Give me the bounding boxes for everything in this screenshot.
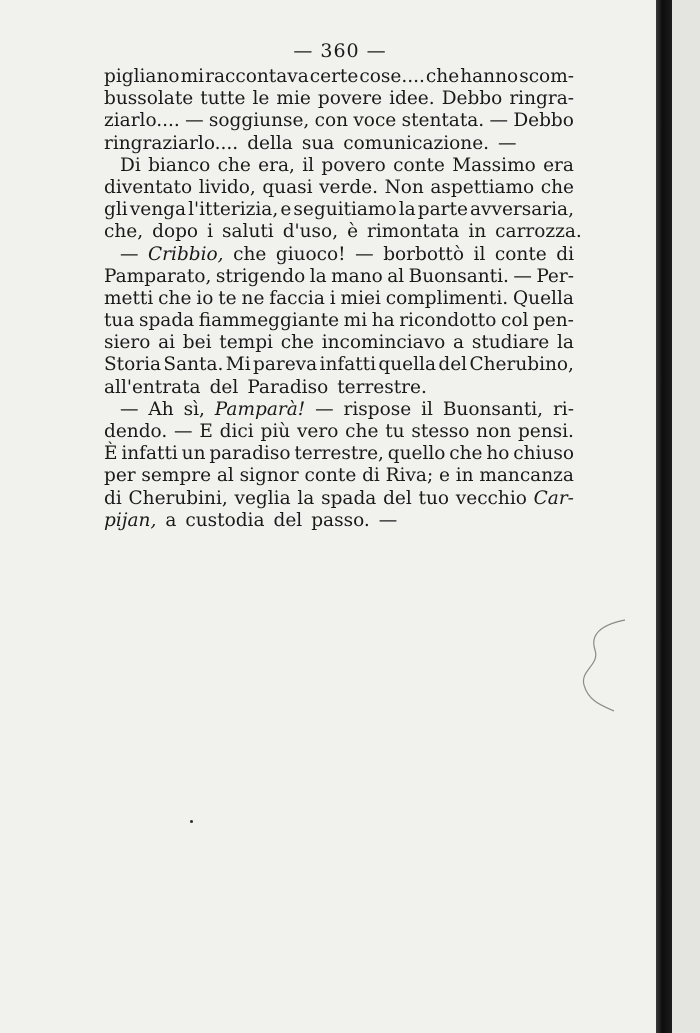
word: spada: [321, 487, 377, 509]
word: Mi: [225, 354, 251, 376]
word: Cribbio,: [148, 243, 224, 265]
word: la: [297, 487, 315, 509]
word: mancanza: [479, 465, 574, 487]
word: la: [309, 265, 327, 287]
word: che,: [104, 221, 144, 243]
word: faccia: [269, 287, 325, 309]
word: più: [260, 421, 291, 442]
word: le: [252, 88, 270, 110]
word: Storia: [104, 354, 162, 376]
word: Santa.: [163, 354, 224, 376]
word: che: [345, 421, 379, 442]
page-margin: [672, 0, 700, 1033]
word: te: [218, 287, 237, 309]
word: —: [513, 265, 532, 287]
book-binding-edge: [656, 0, 672, 1033]
word: Di: [120, 154, 141, 176]
word: del: [273, 509, 303, 531]
text-line: [104, 488, 574, 510]
word: col: [500, 310, 529, 332]
word: la: [398, 199, 416, 221]
word: quasi: [262, 176, 313, 198]
ink-speck: [190, 820, 193, 823]
word: diventato: [104, 176, 193, 198]
word: ai: [158, 332, 176, 354]
word: conte: [393, 154, 445, 176]
word: al: [216, 465, 234, 487]
word: studiare: [471, 332, 550, 354]
word: l'itterizia,: [188, 199, 279, 221]
word: metti: [104, 287, 154, 309]
text-line: [104, 332, 574, 354]
word: bei: [182, 332, 212, 354]
word: rispose: [343, 398, 412, 420]
text-line: [104, 110, 574, 132]
word: ziarlo....: [104, 110, 180, 132]
word: incominciavo: [321, 332, 446, 354]
word: la: [557, 332, 574, 354]
word: che: [158, 287, 192, 309]
word: miei: [340, 287, 381, 309]
word: complimenti.: [385, 287, 509, 309]
word: veglia: [234, 487, 291, 509]
word: ricondotto: [399, 310, 497, 332]
word: Buonsanti.: [408, 265, 509, 287]
word: soggiunse,: [208, 110, 310, 132]
text-line: [104, 443, 574, 465]
word: mie: [276, 88, 311, 110]
word: un: [181, 443, 206, 465]
text-line: [104, 421, 574, 443]
word: avversaria,: [470, 199, 574, 221]
word: che: [217, 154, 251, 176]
word: scom-: [519, 66, 574, 87]
word: che: [540, 176, 574, 198]
word: spada: [138, 310, 195, 332]
word: terrestre,: [294, 443, 384, 465]
word: siero: [104, 332, 151, 354]
word: del: [209, 376, 239, 398]
word: ringraziarlo....: [104, 132, 239, 154]
word: Pamparà!: [214, 398, 306, 420]
text-line: [104, 177, 574, 199]
word: tua: [104, 310, 135, 332]
word: Debbo: [513, 110, 574, 132]
word: in: [455, 465, 474, 487]
word: e: [438, 465, 450, 487]
text-line: [104, 88, 574, 110]
word: i: [329, 287, 336, 309]
word: dendo.: [104, 421, 168, 442]
word: Non: [384, 176, 424, 198]
word: saluti: [222, 221, 274, 243]
word: ri-: [552, 398, 574, 420]
word: non: [476, 421, 512, 442]
word: di: [104, 487, 122, 509]
text-line: [104, 66, 574, 88]
word: mi: [343, 310, 368, 332]
word: mano: [331, 265, 383, 287]
word: il: [302, 154, 315, 176]
word: comunicazione.: [343, 132, 490, 154]
word: terrestre.: [337, 376, 427, 398]
word: signor: [239, 465, 299, 487]
word: vecchio: [455, 487, 527, 509]
word: Ah: [148, 398, 174, 420]
word: Debbo: [441, 88, 503, 110]
word: per: [104, 465, 136, 487]
word: È: [104, 443, 118, 465]
word: voce: [353, 110, 397, 132]
word: carrozza.: [495, 221, 582, 243]
word: di: [556, 243, 574, 265]
text-line: [104, 133, 574, 155]
word: mi: [180, 66, 205, 87]
word: verde.: [319, 176, 379, 198]
word: bianco: [148, 154, 211, 176]
word: conte: [304, 465, 357, 487]
word: Quella: [513, 287, 574, 309]
word: che: [449, 443, 483, 465]
word: hanno: [460, 66, 519, 87]
word: il: [421, 398, 433, 420]
word: gli: [104, 199, 128, 221]
word: quella: [378, 354, 436, 376]
word: —: [489, 110, 508, 132]
word: che: [280, 332, 314, 354]
word: pijan,: [104, 509, 157, 531]
word: —: [355, 243, 374, 265]
word: quello: [387, 443, 446, 465]
word: pen-: [532, 310, 574, 332]
word: conte: [494, 243, 547, 265]
word: a: [165, 509, 177, 531]
text-line: [104, 199, 574, 221]
word: era,: [258, 154, 295, 176]
word: strigendo: [215, 265, 306, 287]
word: infatti: [121, 443, 178, 465]
word: povere: [317, 88, 383, 110]
text-line: [104, 266, 574, 288]
text-line: [104, 465, 574, 487]
word: al: [387, 265, 405, 287]
page-number: — 360 —: [293, 40, 387, 62]
word: di: [362, 465, 380, 487]
word: sempre: [141, 465, 212, 487]
word: pigliano: [104, 66, 180, 87]
word: —: [185, 110, 204, 132]
word: paradiso: [209, 443, 291, 465]
word: Riva;: [385, 465, 434, 487]
word: cose....: [359, 66, 425, 87]
word: idee.: [389, 88, 435, 110]
word: che: [233, 243, 267, 265]
word: dici: [219, 421, 254, 442]
word: e: [280, 199, 292, 221]
word: custodia: [185, 509, 265, 531]
word: ringra-: [509, 88, 574, 110]
word: pensi.: [517, 421, 574, 442]
word: vero: [296, 421, 339, 442]
word: tu: [385, 421, 405, 442]
word: Cherubini,: [128, 487, 228, 509]
text-line: [104, 155, 574, 177]
word: all'entrata: [104, 376, 201, 398]
word: Pamparato,: [104, 265, 212, 287]
word: sua: [301, 132, 335, 154]
word: io: [196, 287, 214, 309]
word: pareva: [253, 354, 318, 376]
word: certe: [309, 66, 359, 87]
word: livido,: [198, 176, 256, 198]
text-line: [104, 244, 574, 266]
word: era: [543, 154, 574, 176]
word: rimontata: [367, 221, 460, 243]
word: seguitiamo: [293, 199, 397, 221]
word: E: [199, 421, 213, 442]
word: infatti: [319, 354, 377, 376]
word: ne: [241, 287, 265, 309]
text-line: [104, 288, 574, 310]
text-line: [104, 510, 574, 532]
body-text: [104, 66, 582, 532]
word: del: [438, 354, 468, 376]
word: sì,: [183, 398, 205, 420]
word: tutte: [200, 88, 246, 110]
word: del: [383, 487, 412, 509]
word: —: [315, 398, 334, 420]
word: dopo: [152, 221, 199, 243]
word: —: [120, 398, 139, 420]
word: Massimo: [452, 154, 536, 176]
word: ha: [371, 310, 395, 332]
word: tuo: [418, 487, 450, 509]
word: che: [425, 66, 460, 87]
text-line: [104, 377, 574, 399]
word: bussolate: [104, 88, 194, 110]
word: i: [207, 221, 213, 243]
text-line: [104, 354, 574, 376]
word: a: [453, 332, 465, 354]
word: Per-: [536, 265, 574, 287]
word: raccontava: [205, 66, 309, 87]
word: ho: [486, 443, 510, 465]
text-line: [104, 310, 574, 332]
word: —: [498, 132, 517, 154]
loose-thread-mark: [570, 615, 630, 715]
text-line: [104, 221, 582, 243]
word: stesso: [411, 421, 470, 442]
word: Buonsanti,: [442, 398, 544, 420]
word: tempi: [219, 332, 273, 354]
word: venga: [129, 199, 186, 221]
word: parte: [417, 199, 468, 221]
word: con: [314, 110, 349, 132]
word: è: [347, 221, 359, 243]
word: in: [468, 221, 487, 243]
word: —: [378, 509, 398, 531]
word: il: [473, 243, 486, 265]
word: borbottò: [383, 243, 464, 265]
word: chiuso: [513, 443, 574, 465]
word: Car-: [533, 487, 574, 509]
word: stentata.: [401, 110, 485, 132]
word: giuoco!: [275, 243, 346, 265]
word: aspettiamo: [430, 176, 535, 198]
word: fiammeggiante: [198, 310, 340, 332]
word: passo.: [311, 509, 370, 531]
word: povero: [321, 154, 386, 176]
word: d'uso,: [282, 221, 339, 243]
text-line: [104, 399, 574, 421]
word: —: [120, 243, 139, 265]
word: —: [174, 421, 193, 442]
word: della: [247, 132, 293, 154]
word: Paradiso: [247, 376, 329, 398]
word: Cherubino,: [469, 354, 574, 376]
